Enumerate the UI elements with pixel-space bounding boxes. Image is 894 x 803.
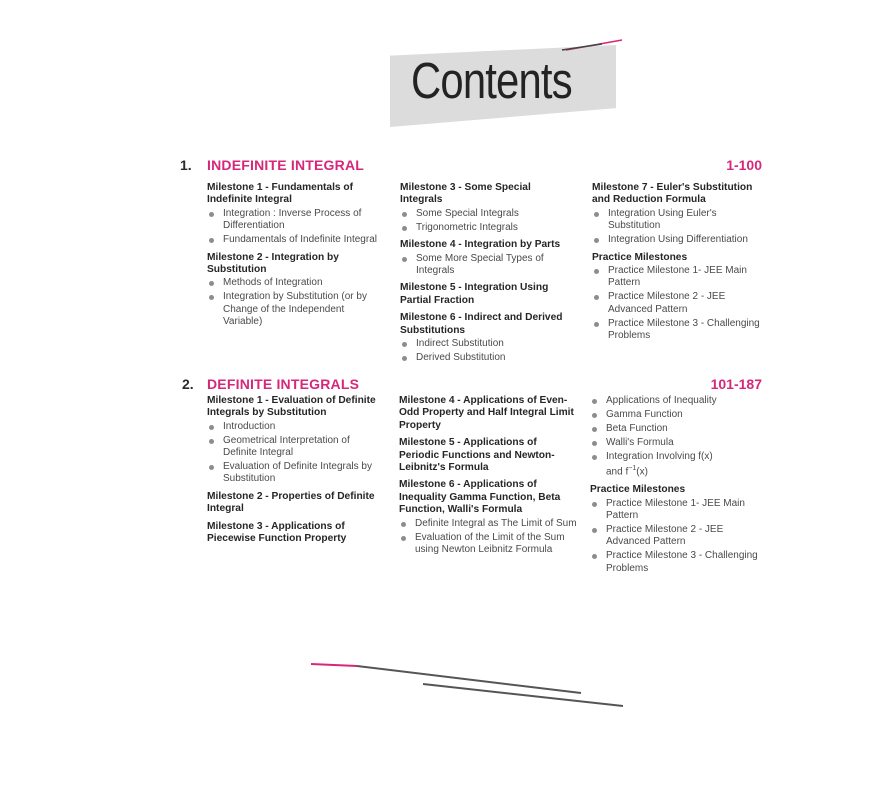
- list-item: Definite Integral as The Limit of Sum: [399, 518, 577, 530]
- milestone-heading: Milestone 5 - Integration Using Partial Fraction: [400, 282, 549, 306]
- topic-list: [400, 208, 575, 234]
- topic-list: [400, 338, 575, 364]
- page-title: Contents: [411, 52, 572, 109]
- decorative-strokes-top: [560, 36, 630, 56]
- list-item: Some More Special Types of Integrals: [400, 253, 575, 278]
- section-number: 2.: [182, 376, 194, 392]
- decorative-strokes-bottom: [305, 658, 635, 714]
- list-item: Fundamentals of Indefinite Integral: [207, 234, 377, 246]
- list-item: Integration Involving f(x): [590, 451, 765, 463]
- list-item: Some Special Integrals: [400, 208, 575, 220]
- topic-list: [207, 208, 377, 247]
- topic-list: [592, 208, 767, 247]
- list-item: Indirect Substitution: [400, 338, 575, 350]
- topic-list: [399, 518, 577, 557]
- list-item: Evaluation of the Limit of the Sum using Newton Leibnitz Formula: [399, 532, 577, 557]
- list-item: Practice Milestone 3 - Challenging Problems: [592, 318, 767, 343]
- milestone-heading: Milestone 2 - Integration by Substitution: [207, 251, 339, 275]
- list-item: Practice Milestone 1- JEE Main Pattern: [592, 265, 767, 290]
- item-text: and f: [606, 466, 629, 478]
- list-item: Gamma Function: [590, 409, 765, 421]
- topic-list: [400, 253, 575, 278]
- list-item: Geometrical Interpretation of Definite Integral: [207, 435, 379, 460]
- topic-list: [207, 277, 377, 328]
- list-item: Evaluation of Definite Integrals by Substitution: [207, 461, 379, 486]
- list-item: Applications of Inequality: [590, 395, 765, 407]
- section-1-column-1: [207, 182, 377, 333]
- topic-list: [207, 421, 379, 486]
- topic-list: [592, 265, 767, 342]
- section-pages: 1-100: [726, 157, 762, 173]
- milestone-heading: Milestone 1 - Evaluation of Definite Integrals by Substitution: [207, 395, 376, 419]
- list-item: Beta Function: [590, 423, 765, 435]
- section-1-column-2: [400, 182, 575, 369]
- section-1-column-3: [592, 182, 767, 347]
- list-item-continuation: [590, 463, 765, 478]
- list-item: Practice Milestone 2 - JEE Advanced Pattern: [590, 524, 765, 549]
- milestone-heading: Practice Milestones: [592, 251, 688, 263]
- milestone-heading: Milestone 6 - Indirect and Derived Substitutions: [400, 312, 563, 336]
- list-item: Trigonometric Integrals: [400, 222, 575, 234]
- milestone-heading: Milestone 7 - Euler's Substitution and Reduction Formula: [592, 182, 753, 206]
- milestone-heading: Milestone 5 - Applications of Periodic Functions and Newton-Leibnitz's Formula: [399, 437, 555, 474]
- milestone-heading: Milestone 4 - Integration by Parts: [400, 239, 561, 251]
- item-text: (x): [636, 466, 648, 478]
- section-2-column-3: [590, 395, 765, 580]
- milestone-heading: Milestone 1 - Fundamentals of Indefinite Integral: [207, 182, 354, 206]
- section-2-column-2: [399, 395, 577, 561]
- milestone-heading: Milestone 3 - Applications of Piecewise Function Property: [207, 520, 347, 545]
- list-item: Practice Milestone 1- JEE Main Pattern: [590, 498, 765, 523]
- section-pages: 101-187: [710, 376, 762, 392]
- list-item: Introduction: [207, 421, 379, 433]
- list-item: Walli's Formula: [590, 437, 765, 449]
- milestone-heading: Milestone 4 - Applications of Even-Odd Property and Half Integral Limit Property: [399, 395, 574, 431]
- list-item: Derived Substitution: [400, 352, 575, 364]
- section-title: INDEFINITE INTEGRAL: [207, 157, 365, 173]
- section-2-column-1: [207, 395, 379, 550]
- section-number: 1.: [180, 157, 192, 173]
- superscript: −1: [628, 465, 637, 473]
- list-item: Integration : Inverse Process of Differentiation: [207, 208, 377, 233]
- list-item: Practice Milestone 2 - JEE Advanced Pattern: [592, 291, 767, 316]
- milestone-heading: Milestone 6 - Applications of Inequality Gamma Function, Beta Function, Walli's Formula: [399, 479, 561, 516]
- milestone-heading: Practice Milestones: [590, 484, 686, 496]
- list-item: Methods of Integration: [207, 277, 377, 289]
- list-item: Integration Using Euler's Substitution: [592, 208, 767, 233]
- milestone-heading: Milestone 2 - Properties of Definite Integral: [207, 490, 375, 515]
- list-item: Integration by Substitution (or by Change of the Independent Variable): [207, 291, 377, 328]
- section-title: DEFINITE INTEGRALS: [207, 376, 360, 392]
- milestone-heading: Milestone 3 - Some Special Integrals: [400, 182, 531, 206]
- list-item: Integration Using Differentiation: [592, 234, 767, 246]
- list-item: Practice Milestone 3 - Challenging Problems: [590, 550, 765, 575]
